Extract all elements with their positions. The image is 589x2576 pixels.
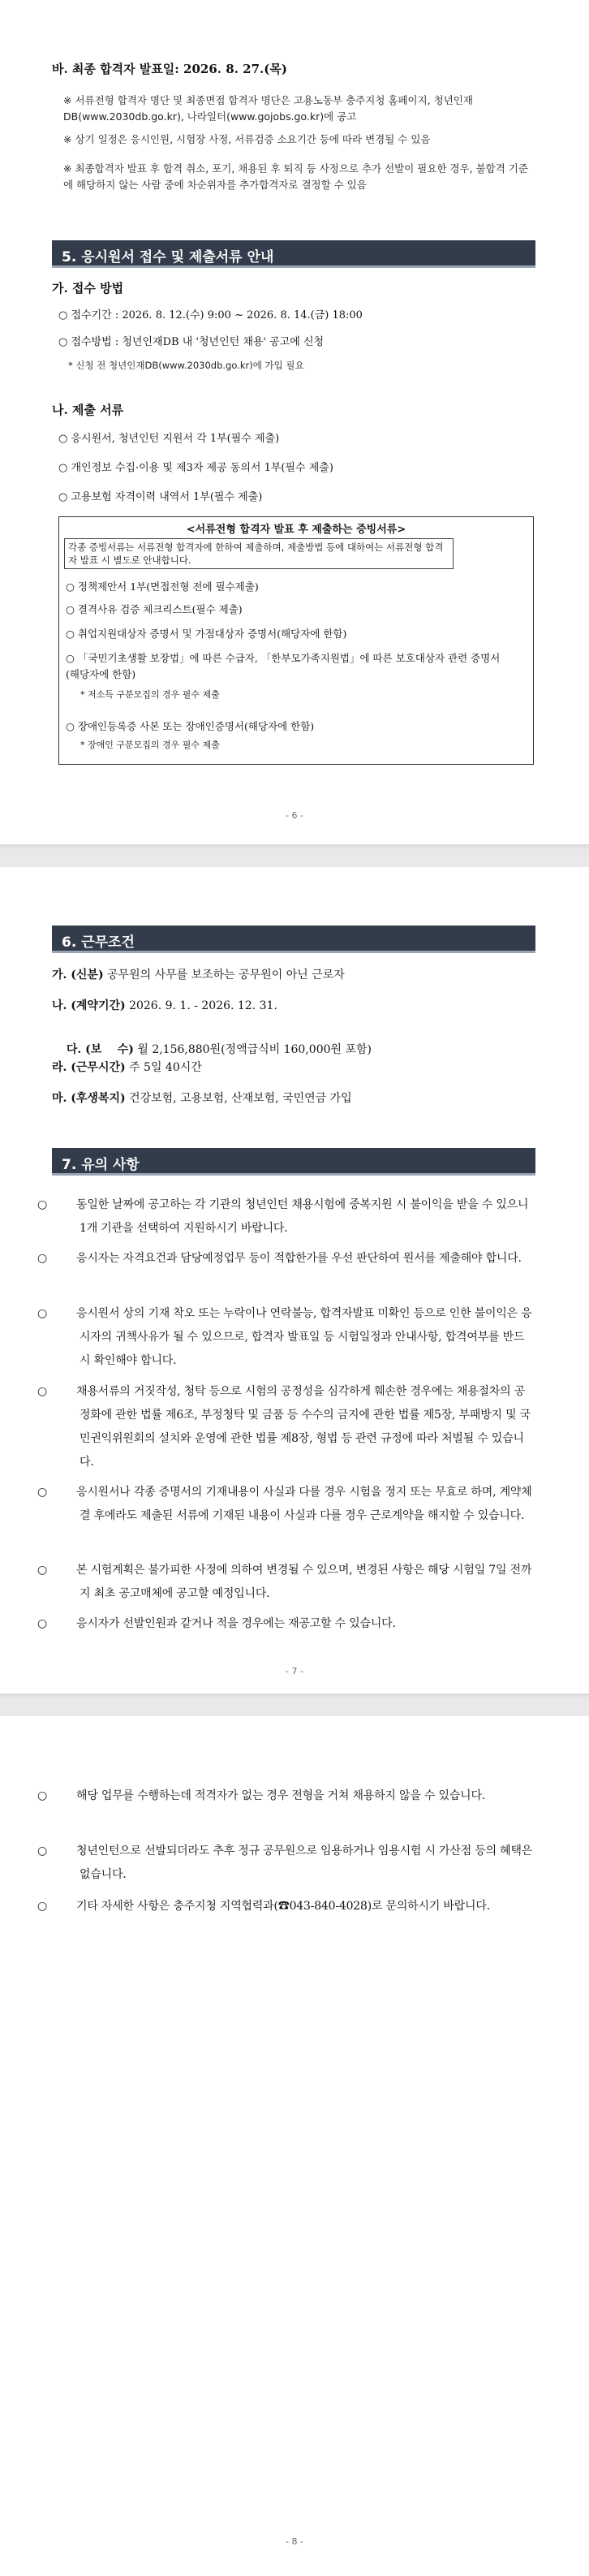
condition-value: 월 2,156,880원(정액급식비 160,000원 포함) [133, 1043, 372, 1056]
condition-value: 2026. 9. 1. - 2026. 12. 31. [125, 999, 277, 1012]
notice-text: 청년인턴으로 선발되더라도 추후 정규 공무원으로 임용하거나 임용시험 시 가산점 등의 혜택은 없습니다. [76, 1845, 533, 1881]
box-item-checklist: ○ 결격사유 검증 체크리스트(필수 제출) [66, 603, 243, 615]
condition-label: 다. (보 수) [66, 1043, 134, 1056]
box-item-policy: ○ 정책제안서 1부(면접전형 전에 필수제출) [66, 580, 259, 593]
section-7-header [52, 1148, 535, 1176]
notice-eligibility [37, 1247, 534, 1271]
bullet-mark: ○ [37, 1789, 48, 1802]
condition-status [52, 966, 345, 982]
bullet-mark: ○ [37, 1307, 48, 1320]
section-6-title: 6. 근무조건 [62, 934, 135, 951]
box-star-low-income: * 저소득 구분모집의 경우 필수 제출 [80, 689, 220, 700]
notice-text: 채용서류의 거짓작성, 청탁 등으로 시험의 공정성을 심각하게 훼손한 경우에는 채용절차의 공정화에 관한 법률 제6조, 부정청탁 및 금품 등 수수의 금지에 관한 법률 제5장, 부패방지 및 국민권익위원회의 설치와 운영에 관한 법률 제8장, 형법 등 관련 규정에 따라 처벌될 수 있습니다. [76, 1385, 531, 1469]
page-7 [0, 867, 589, 1694]
condition-work-hours [52, 1059, 202, 1075]
bullet-mark: ○ [37, 1617, 48, 1630]
page-number-6: - 6 - [286, 810, 303, 821]
box-title: <서류전형 합격자 발표 후 제출하는 증빙서류> [186, 524, 406, 536]
note-text: ※ 상기 일정은 응시인원, 시험장 사정, 서류검증 소요기간 등에 따라 변경될 수 있음 [63, 133, 431, 145]
box-item-welfare: ○ 「국민기초생활 보장법」에 따른 수급자, 「한부모가족지원법」에 따른 보호대상자 관련 증명서(해당자에 한함) [66, 652, 501, 680]
ga-item-period: ○ 접수기간 : 2026. 8. 12.(수) 9:00 ~ 2026. 8. 14.(금) 18:00 [58, 309, 363, 321]
condition-contract-period [52, 997, 277, 1013]
box-notice [64, 538, 454, 569]
page-gap [0, 1694, 589, 1716]
evidence-documents-box [58, 516, 534, 765]
notice-text: 해당 업무를 수행하는데 적격자가 없는 경우 전형을 거쳐 채용하지 않을 수 있습니다. [76, 1789, 486, 1802]
condition-label: 라. (근무시간) [52, 1061, 126, 1074]
page-number-7: - 7 - [286, 1666, 303, 1676]
na-item-consent: ○ 개인정보 수집·이용 및 제3자 제공 동의서 1부(필수 제출) [58, 462, 333, 474]
condition-label: 마. (후생복지) [52, 1092, 126, 1105]
na-item-insurance: ○ 고용보험 자격이력 내역서 1부(필수 제출) [58, 491, 263, 503]
ga-note: * 신청 전 청년인재DB(www.2030db.go.kr)에 가입 필요 [68, 360, 304, 371]
notice-re-announcement [37, 1612, 534, 1636]
note-text: ※ 서류전형 합격자 명단 및 최종면접 합격자 명단은 고용노동부 충주지청 홈페이지, 청년인재DB(www.2030db.go.kr), 나라일터(www.gojobs.go.kr)에 공고 [63, 94, 473, 123]
note-additional-pass [63, 161, 535, 193]
page-8 [0, 1716, 589, 2576]
bullet-mark: ○ [37, 1252, 48, 1265]
bullet-mark: ○ [37, 1845, 48, 1858]
notice-text: 응시자는 자격요건과 담당예정업무 등이 적합한가를 우선 판단하여 원서를 제출해야 합니다. [76, 1252, 522, 1265]
box-item-veteran: ○ 취업지원대상자 증명서 및 가점대상자 증명서(해당자에 한함) [66, 628, 347, 640]
notice-no-qualified [37, 1784, 534, 1808]
ga-item-method: ○ 접수방법 : 청년인재DB 내 '청년인턴 채용' 공고에 신청 [58, 336, 325, 348]
section-7-title: 7. 유의 사항 [62, 1157, 140, 1173]
bullet-mark: ○ [37, 1900, 48, 1913]
notice-text: 응시원서나 각종 증명서의 기재내용이 사실과 다를 경우 시험을 정지 또는 무효로 하며, 계약체결 후에라도 제출된 서류에 기재된 내용이 사실과 다를 경우 근로계약을 해지할 수 있습니다. [76, 1486, 532, 1522]
note-schedule-change [63, 132, 534, 148]
notice-text: 본 시험계획은 불가피한 사정에 의하여 변경될 수 있으며, 변경된 사항은 해당 시험일 7일 전까지 최초 공고매체에 공고할 예정입니다. [76, 1564, 532, 1600]
notice-text: 기타 자세한 사항은 충주지청 지역협력과(☎043-840-4028)로 문의하시기 바랍니다. [76, 1900, 490, 1913]
section-5-title: 5. 응시원서 접수 및 제출서류 안내 [62, 249, 274, 265]
notice-text: 동일한 날짜에 공고하는 각 기관의 청년인턴 채용시험에 중복지원 시 불이익을 받을 수 있으니 1개 기관을 선택하여 지원하시기 바랍니다. [76, 1198, 529, 1235]
condition-value: 주 5일 40시간 [125, 1061, 202, 1074]
box-star-disability: * 장애인 구분모집의 경우 필수 제출 [80, 740, 220, 750]
condition-label: 가. (신분) [52, 969, 104, 982]
bullet-mark: ○ [37, 1198, 48, 1211]
page-number-8: - 8 - [286, 2536, 303, 2547]
note-text: ※ 최종합격자 발표 후 합격 취소, 포기, 채용된 후 퇴직 등 사정으로 추가 선발이 필요한 경우, 불합격 기준에 해당하지 않는 사람 중에 차순위자를 추가합격자로 결정할 수 있음 [63, 162, 528, 191]
notice-duplicate-application [37, 1193, 534, 1241]
condition-welfare [52, 1090, 352, 1106]
condition-value: 건강보험, 고용보험, 산재보험, 국민연금 가입 [125, 1092, 352, 1105]
notice-false-documents [37, 1481, 534, 1528]
notice-text: 응시원서 상의 기재 착오 또는 누락이나 연락불능, 합격자발표 미확인 등으로 인한 불이익은 응시자의 귀책사유가 될 수 있으므로, 합격자 발표일 등 시험일정과 안내사항, 합격여부를 반드시 확인해야 합니다. [76, 1307, 532, 1367]
page-6 [0, 0, 589, 844]
notice-no-benefit [37, 1840, 534, 1887]
subsection-ga-heading: 가. 접수 방법 [52, 281, 124, 296]
notice-fraud-penalty [37, 1380, 534, 1474]
section-5-header [52, 240, 535, 268]
na-item-application: ○ 응시원서, 청년인턴 지원서 각 1부(필수 제출) [58, 433, 280, 445]
notice-contact [37, 1895, 534, 1918]
bullet-mark: ○ [37, 1385, 48, 1398]
notice-text: 응시자가 선발인원과 같거나 적을 경우에는 재공고할 수 있습니다. [76, 1617, 396, 1630]
subsection-na-heading: 나. 제출 서류 [52, 403, 124, 417]
page-gap [0, 844, 589, 867]
note-announce-channels [63, 93, 534, 125]
condition-value: 공무원의 사무를 보조하는 공무원이 아닌 근로자 [103, 969, 345, 982]
notice-plan-change [37, 1559, 534, 1606]
condition-label: 나. (계약기간) [52, 999, 126, 1012]
section-6-header [52, 926, 535, 953]
box-notice-text: 각종 증빙서류는 서류전형 합격자에 한하여 제출하며, 제출방법 등에 대하여는 서류전형 합격자 발표 시 별도로 안내합니다. [68, 542, 444, 566]
box-item-disability: ○ 장애인등록증 사본 또는 장애인증명서(해당자에 한함) [66, 720, 315, 732]
notice-applicant-responsibility [37, 1302, 534, 1373]
final-announce-date-heading: 바. 최종 합격자 발표일: 2026. 8. 27.(목) [52, 62, 287, 76]
bullet-mark: ○ [37, 1564, 48, 1577]
bullet-mark: ○ [37, 1486, 48, 1499]
